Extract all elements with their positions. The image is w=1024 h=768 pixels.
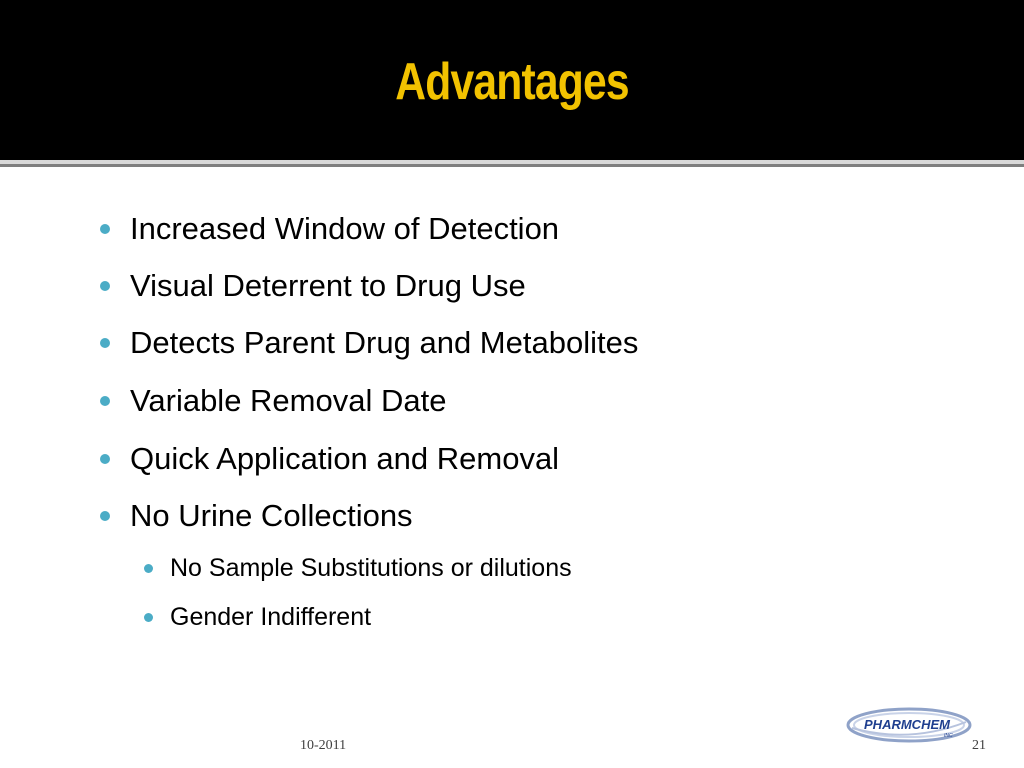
bullet-item (100, 439, 559, 479)
bullet-text: Increased Window of Detection (130, 211, 560, 246)
sub-bullet-text: Gender Indifferent (170, 602, 372, 631)
bullet-text: Variable Removal Date (130, 383, 447, 418)
sub-bullet-item (144, 601, 371, 633)
bullet-dot-icon (100, 454, 110, 464)
slide-title: Advantages (395, 53, 629, 111)
logo-suffix: INC (944, 733, 953, 739)
bullet-item (100, 266, 526, 306)
bullet-item (100, 496, 413, 536)
bullet-dot-icon (100, 511, 110, 521)
bullet-dot-icon (100, 281, 110, 291)
bullet-item (100, 209, 559, 249)
pharmchem-logo (846, 706, 972, 744)
bullet-text: Detects Parent Drug and Metabolites (130, 325, 639, 360)
bullet-dot-icon (100, 396, 110, 406)
bullet-item (100, 323, 638, 363)
bullet-text: Visual Deterrent to Drug Use (130, 268, 526, 303)
bullet-dot-icon (144, 613, 153, 622)
logo-wordmark: PHARMCHEM (864, 717, 950, 732)
page-number: 21 (972, 738, 986, 753)
bullet-dot-icon (144, 564, 153, 573)
bullet-text: Quick Application and Removal (130, 441, 560, 476)
sub-bullet-text: No Sample Substitutions or dilutions (170, 553, 572, 582)
bullet-text: No Urine Collections (130, 498, 413, 533)
sub-bullet-item (144, 552, 572, 584)
footer-date: 10-2011 (300, 738, 347, 753)
bullet-dot-icon (100, 224, 110, 234)
bullet-dot-icon (100, 338, 110, 348)
bullet-item (100, 381, 446, 421)
